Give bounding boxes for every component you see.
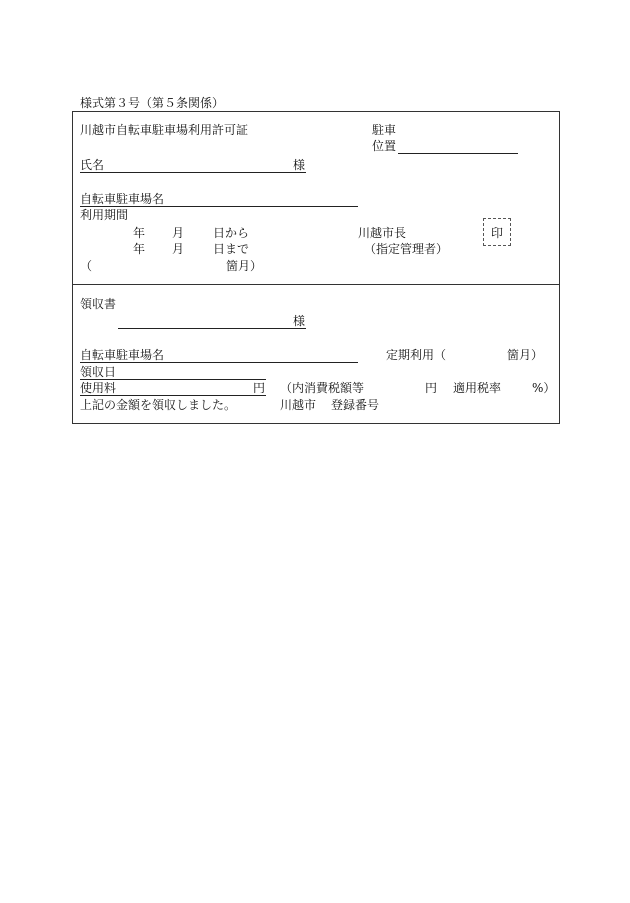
city-label: 川越市: [280, 398, 317, 412]
receipt-title: 領収書: [80, 297, 117, 311]
from-day: 日から: [213, 226, 250, 240]
receipt-date-label: 領収日: [80, 365, 117, 379]
form-header: 様式第３号（第５条関係）: [80, 96, 225, 110]
duration-months: 箇月）: [226, 259, 263, 273]
fee-label: 使用料: [80, 381, 117, 395]
fee-underline: [80, 395, 266, 396]
parking-name-underline: [80, 206, 358, 207]
seal-text: 印: [490, 225, 503, 240]
parking-position-underline: [398, 153, 518, 154]
tax-rate-label: 適用税率: [453, 381, 502, 395]
honorific-sama: 様: [293, 158, 306, 172]
receipt-honorific-sama: 様: [293, 314, 306, 328]
parking-position-label-1: 駐車: [372, 123, 397, 137]
receipt-confirmation: 上記の金額を領収しました。: [80, 398, 237, 412]
tax-percent: %）: [532, 381, 556, 395]
tax-yen: 円: [425, 381, 438, 395]
name-label: 氏名: [80, 158, 105, 172]
tax-amount-label: （内消費税額等: [280, 381, 365, 395]
designated-manager-label: （指定管理者）: [364, 242, 449, 256]
from-month: 月: [172, 226, 185, 240]
periodic-use-label: 定期利用（: [386, 348, 447, 362]
receipt-parking-name-underline: [80, 362, 358, 363]
parking-name-label: 自転車駐車場名: [80, 192, 165, 206]
receipt-name-underline: [118, 328, 306, 329]
from-year: 年: [133, 226, 146, 240]
registration-number-label: 登録番号: [331, 398, 380, 412]
to-day: 日まで: [213, 242, 250, 256]
section-divider: [72, 284, 560, 285]
periodic-months-label: 箇月）: [507, 348, 544, 362]
to-year: 年: [133, 242, 146, 256]
fee-yen: 円: [253, 381, 266, 395]
mayor-label: 川越市長: [358, 226, 407, 240]
parking-position-label-2: 位置: [372, 139, 397, 153]
duration-open-paren: （: [80, 259, 93, 273]
receipt-date-underline: [80, 379, 266, 380]
name-underline: [80, 172, 306, 173]
to-month: 月: [172, 242, 185, 256]
permit-title: 川越市自転車駐車場利用許可証: [80, 123, 249, 137]
seal-stamp-box: [483, 218, 511, 246]
form-frame: [72, 111, 560, 424]
receipt-parking-name-label: 自転車駐車場名: [80, 348, 165, 362]
period-label: 利用期間: [80, 208, 129, 222]
